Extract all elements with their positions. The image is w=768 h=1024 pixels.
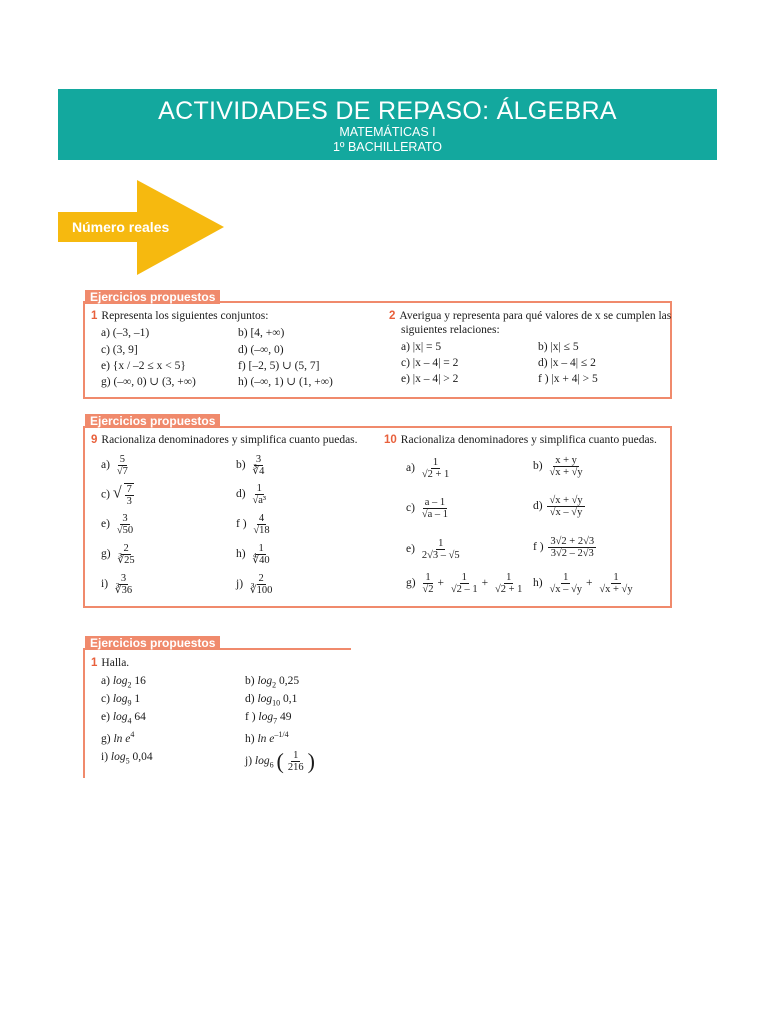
- log-item: c) $\log_9 1$: [101, 693, 141, 708]
- fraction-item: d) $\frac{1}{\text{√a³}}$: [236, 483, 267, 506]
- block-tag: Ejercicios propuestos: [85, 290, 220, 304]
- fraction-item: a) $\frac{5}{√7}$: [101, 454, 128, 477]
- list-item: b) |x| ≤ 5: [538, 341, 579, 353]
- exercise-2-prompt: 2 Averigua y representa para qué valores de x se cumplen las: [389, 310, 672, 322]
- fraction-item: c) $\frac{a - 1}{√a - 1}$: [406, 497, 448, 520]
- course-label: 1º BACHILLERATO: [332, 140, 442, 154]
- exercise-10-prompt: 10 Racionaliza denominadores y simplifica cuanto puedas.: [384, 434, 657, 446]
- list-item: c) |x – 4| = 2: [401, 357, 459, 369]
- fraction-item: a) $\frac{1}{√2 + 1}$: [406, 457, 450, 480]
- exercise-9-prompt: 9 Racionaliza denominadores y simplifica cuanto puedas.: [91, 434, 358, 446]
- fraction-item: b) $\frac{x + y}{√x + √y}$: [533, 455, 583, 478]
- page-title: ACTIVIDADES DE REPASO: ÁLGEBRA: [158, 97, 617, 125]
- list-item: d) |x – 4| ≤ 2: [538, 357, 596, 369]
- section-label: Número reales: [72, 219, 170, 235]
- fraction-item: f ) $\frac{4}{√18}$: [236, 513, 270, 536]
- exercise-1-prompt: 1 Representa los siguientes conjuntos:: [91, 310, 269, 322]
- fraction-item: i) $\frac{3}{∛36}$: [101, 573, 133, 596]
- list-item: d) (–∞, 0): [238, 344, 284, 356]
- list-item: f ) |x + 4| > 5: [538, 373, 598, 385]
- list-item: a) |x| = 5: [401, 341, 442, 353]
- block-left-rule: [83, 648, 85, 778]
- fraction-item: h) $\frac{1}{∜40}$: [236, 543, 270, 566]
- subject-label: MATEMÁTICAS I: [339, 125, 436, 139]
- log-item: d) $\log_{10} 0,1$: [245, 693, 298, 708]
- fraction-item: c) √ $\frac{7}{3}$: [101, 484, 132, 507]
- list-item: e) {x / –2 ≤ x < 5}: [101, 360, 186, 372]
- log-item: i) $\log_5 0,04$: [101, 751, 153, 766]
- log-item: e) $\log_4 64$: [101, 711, 146, 726]
- block-tag: Ejercicios propuestos: [85, 636, 220, 650]
- list-item: f) [–2, 5) ∪ (5, 7]: [238, 360, 320, 372]
- fraction-item: e) $\frac{1}{2√3 - √5}$: [406, 538, 460, 561]
- list-item: g) (–∞, 0) ∪ (3, +∞): [101, 376, 196, 388]
- log-item: j) $\log_6$ ( $\frac{1}{216}$ ): [245, 748, 315, 774]
- fraction-sum-item: h) $\frac{1}{√x - √y}$ + $\frac{1}{√x + √y}$: [533, 572, 633, 595]
- list-item: h) (–∞, 1) ∪ (1, +∞): [238, 376, 333, 388]
- exercise-halla-prompt: 1 Halla.: [91, 657, 130, 669]
- list-item: b) [4, +∞): [238, 327, 285, 339]
- fraction-sum-item: g) $\frac{1}{√2}$ + $\frac{1}{√2 - 1}$ + $\frac{1}{√2 + 1}$: [406, 572, 523, 595]
- block-tag: Ejercicios propuestos: [85, 414, 220, 428]
- log-item: f ) $\log_7 49$: [245, 711, 292, 726]
- log-item: g) $\ln e^4$: [101, 730, 135, 745]
- fraction-item: b) $\frac{3}{∛4}$: [236, 454, 265, 477]
- list-item: c) (3, 9]: [101, 344, 138, 356]
- page-header: [58, 89, 717, 160]
- list-item: a) (–3, –1): [101, 327, 150, 339]
- fraction-item: e) $\frac{3}{√50}$: [101, 513, 134, 536]
- log-item: h) $\ln e^{-1/4}$: [245, 730, 289, 745]
- list-item: e) |x – 4| > 2: [401, 373, 459, 385]
- fraction-item: f ) $\frac{3√2 + 2√3}{3√2 - 2√3}$: [533, 536, 595, 559]
- log-item: a) $\log_2 16$: [101, 675, 146, 690]
- log-item: b) $\log_2 0,25$: [245, 675, 300, 690]
- exercise-2-prompt-cont: siguientes relaciones:: [401, 324, 500, 336]
- fraction-item: j) $\frac{2}{∛100}$: [236, 573, 273, 596]
- fraction-item: g) $\frac{2}{∛25}$: [101, 543, 135, 566]
- fraction-item: d) $\frac{√x + √y}{√x - √y}$: [533, 495, 583, 518]
